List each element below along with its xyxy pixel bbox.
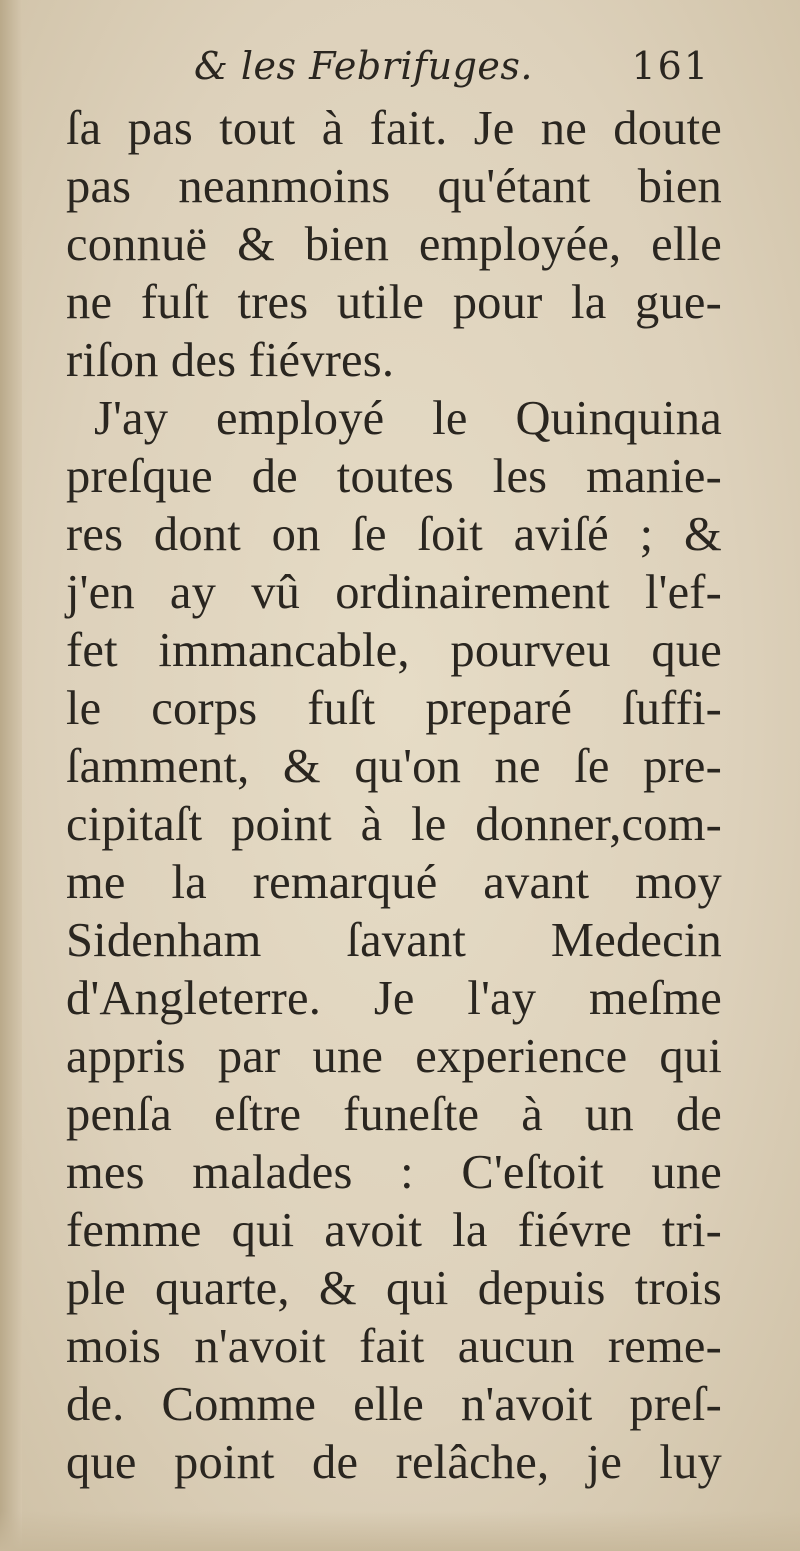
text-line: ſamment, & qu'on ne ſe pre- (66, 740, 722, 793)
text-line: connuë & bien employée, elle (66, 218, 722, 271)
text-line: ne fuſt tres utile pour la gue- (66, 276, 722, 329)
text-line: le corps fuſt preparé ſuffi- (66, 682, 722, 735)
text-line: d'Angleterre. Je l'ay meſme (66, 972, 722, 1025)
text-line: de. Comme elle n'avoit preſ- (66, 1378, 722, 1431)
text-line: que point de relâche, je luy (66, 1436, 722, 1489)
page-gutter-shadow (0, 0, 22, 1551)
text-line: appris par une experience qui (66, 1030, 722, 1083)
text-line: penſa eſtre funeſte à un de (66, 1088, 722, 1141)
page-header (66, 40, 716, 100)
text-line: ple quarte, & qui depuis trois (66, 1262, 722, 1315)
page-number: 161 (631, 44, 710, 88)
text-line: mes malades : C'eſtoit une (66, 1146, 722, 1199)
text-line: preſque de toutes les manie- (66, 450, 722, 503)
body-text (66, 100, 722, 1492)
text-line: cipitaſt point à le donner,com- (66, 798, 722, 851)
text-line: res dont on ſe ſoit aviſé ; & (66, 508, 722, 561)
text-line: j'en ay vû ordinairement l'ef- (66, 566, 722, 619)
text-line: me la remarqué avant moy (66, 856, 722, 909)
page-bottom-shadow (0, 1511, 800, 1551)
text-line: fet immancable, pourveu que (66, 624, 722, 677)
text-line: riſon des fiévres. (66, 334, 395, 387)
text-line: Sidenham ſavant Medecin (66, 914, 722, 967)
text-line: ſa pas tout à fait. Je ne doute (66, 102, 722, 155)
running-head: & les Febrifuges. (194, 44, 533, 88)
text-line: pas neanmoins qu'étant bien (66, 160, 722, 213)
text-line: femme qui avoit la fiévre tri- (66, 1204, 722, 1257)
text-line: mois n'avoit fait aucun reme- (66, 1320, 722, 1373)
text-line: J'ay employé le Quinquina (94, 392, 722, 445)
